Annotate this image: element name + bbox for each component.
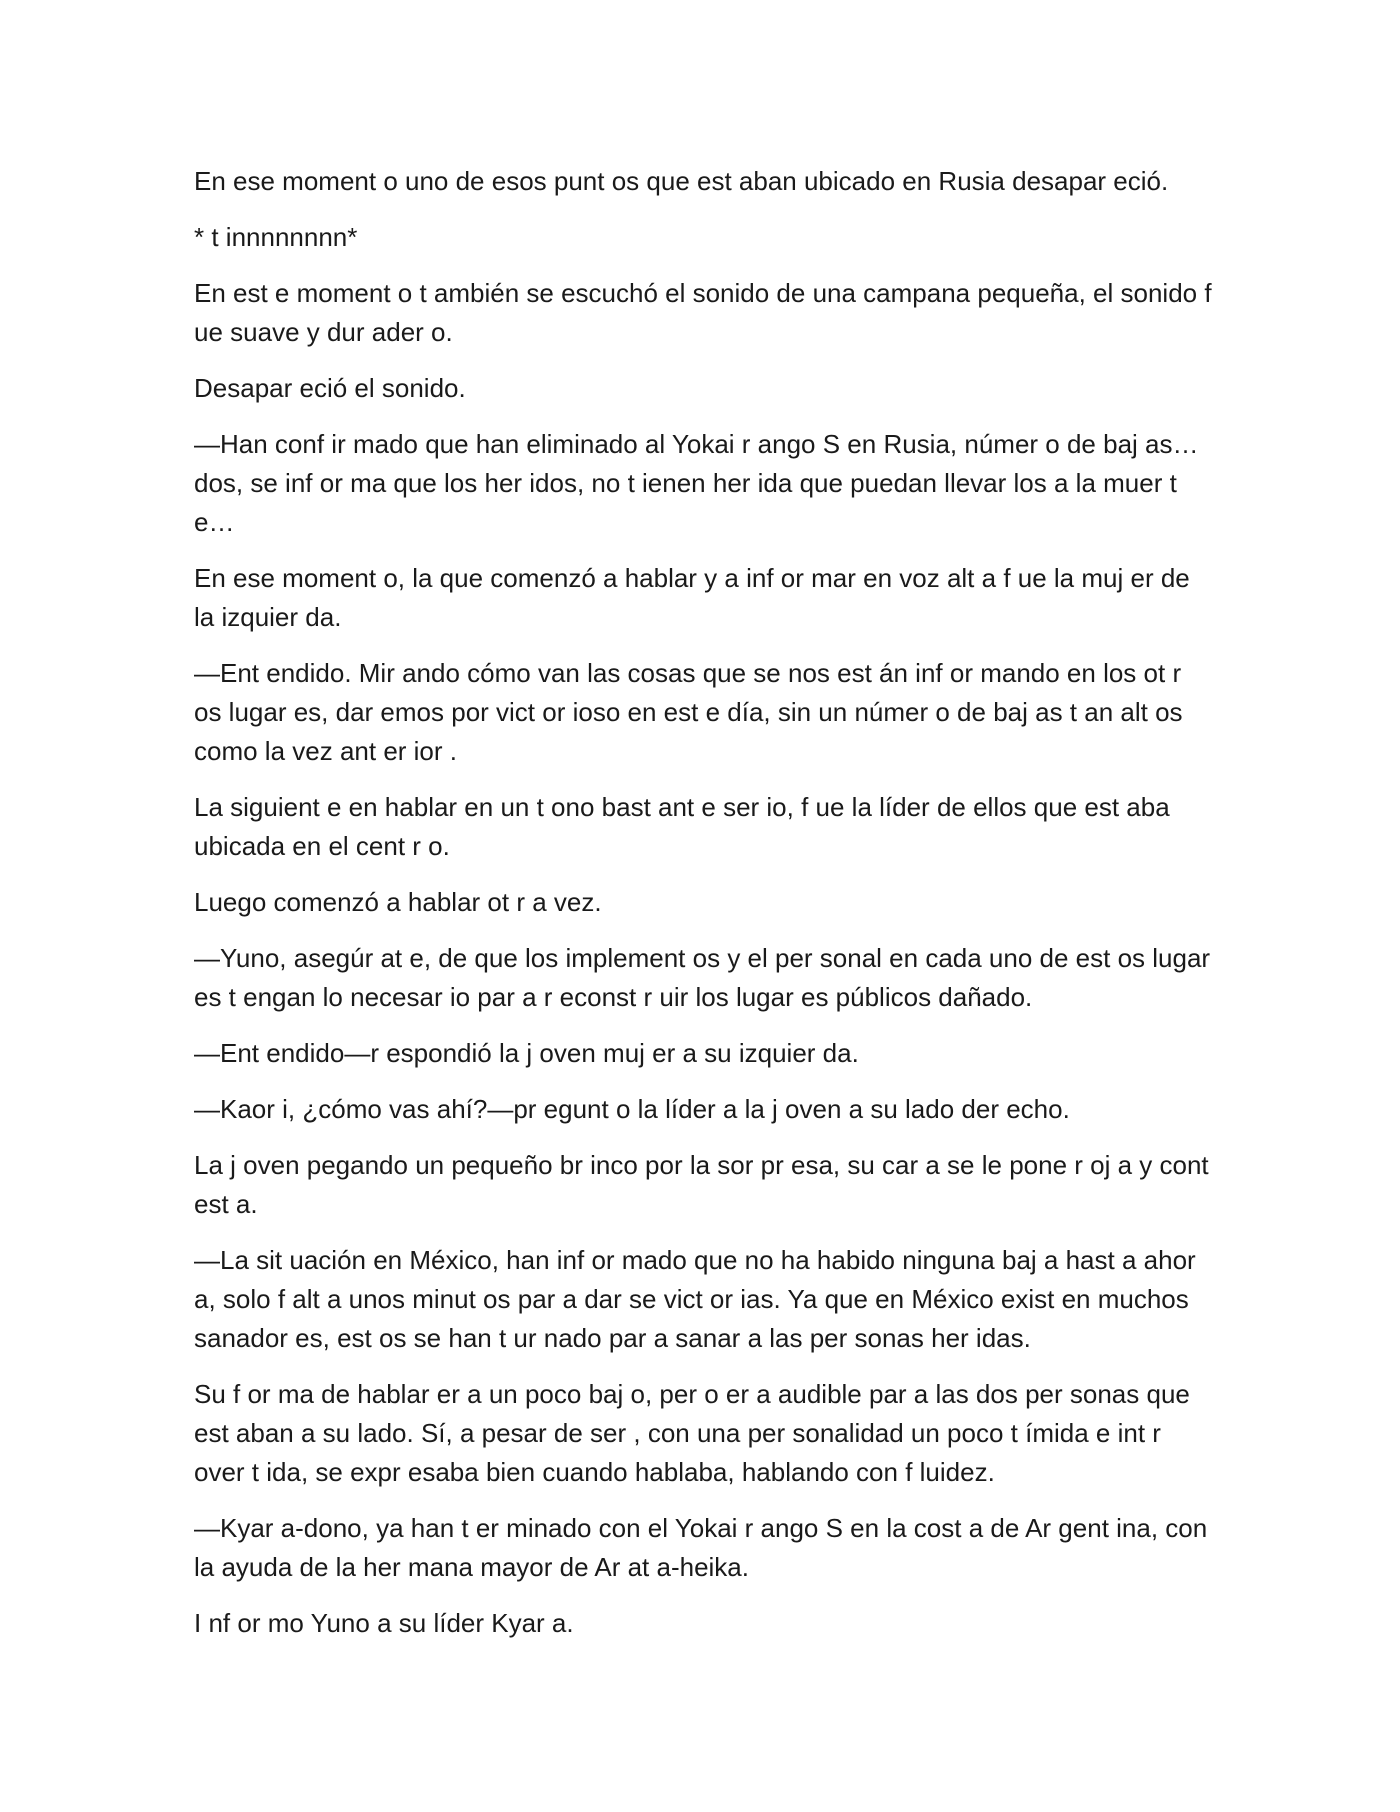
paragraph-1: En ese moment o uno de esos punt os que est aban ubicado en Rusia desapar eció. xyxy=(194,166,1169,196)
paragraph-6: En ese moment o, la que comenzó a hablar y a inf or mar en voz alt a f ue la muj er de la izquier da. xyxy=(194,563,1190,632)
paragraph-9: Luego comenzó a hablar ot r a vez. xyxy=(194,887,602,917)
paragraph-8: La siguient e en hablar en un t ono bast ant e ser io, f ue la líder de ellos que est aba ubicada en el cent r o. xyxy=(194,792,1170,861)
paragraph-10: —Yuno, asegúr at e, de que los implement os y el per sonal en cada uno de est os lugar es t engan lo necesar io par a r econst r uir los lugar es públicos dañado. xyxy=(194,943,1211,1012)
paragraph-16: —Kyar a-dono, ya han t er minado con el Yokai r ango S en la cost a de Ar gent ina, con la ayuda de la her mana mayor de Ar at a-heika. xyxy=(194,1513,1208,1582)
paragraph-15: Su f or ma de hablar er a un poco baj o, per o er a audible par a las dos per sonas que est aban a su lado. Sí, a pesar de ser , con una per sonalidad un poco t ímida e int r over t ida, se expr esaba bien cuando hablaba, hablando con f luidez. xyxy=(194,1379,1190,1487)
paragraph-4: Desapar eció el sonido. xyxy=(194,373,466,403)
paragraph-14: —La sit uación en México, han inf or mado que no ha habido ninguna baj a hast a ahor a, solo f alt a unos minut os par a dar se vict or ias. Ya que en México exist en muchos sanador es, est os se han t ur nado par a sanar a las per sonas her idas. xyxy=(194,1245,1196,1353)
body-text xyxy=(194,162,1214,1660)
paragraph-17: I nf or mo Yuno a su líder Kyar a. xyxy=(194,1608,574,1638)
paragraph-2: * t innnnnnnn* xyxy=(194,222,358,252)
paragraph-5: —Han conf ir mado que han eliminado al Yokai r ango S en Rusia, númer o de baj as…dos, se inf or ma que los her idos, no t ienen her ida que puedan llevar los a la muer t e… xyxy=(194,429,1199,537)
paragraph-11: —Ent endido—r espondió la j oven muj er a su izquier da. xyxy=(194,1038,859,1068)
paragraph-12: —Kaor i, ¿cómo vas ahí?—pr egunt o la líder a la j oven a su lado der echo. xyxy=(194,1094,1070,1124)
paragraph-7: —Ent endido. Mir ando cómo van las cosas que se nos est án inf or mando en los ot r os lugar es, dar emos por vict or ioso en est e día, sin un númer o de baj as t an alt os como la vez ant er ior . xyxy=(194,658,1183,766)
paragraph-3: En est e moment o t ambién se escuchó el sonido de una campana pequeña, el sonido f ue suave y dur ader o. xyxy=(194,278,1212,347)
paragraph-13: La j oven pegando un pequeño br inco por la sor pr esa, su car a se le pone r oj a y cont est a. xyxy=(194,1150,1209,1219)
